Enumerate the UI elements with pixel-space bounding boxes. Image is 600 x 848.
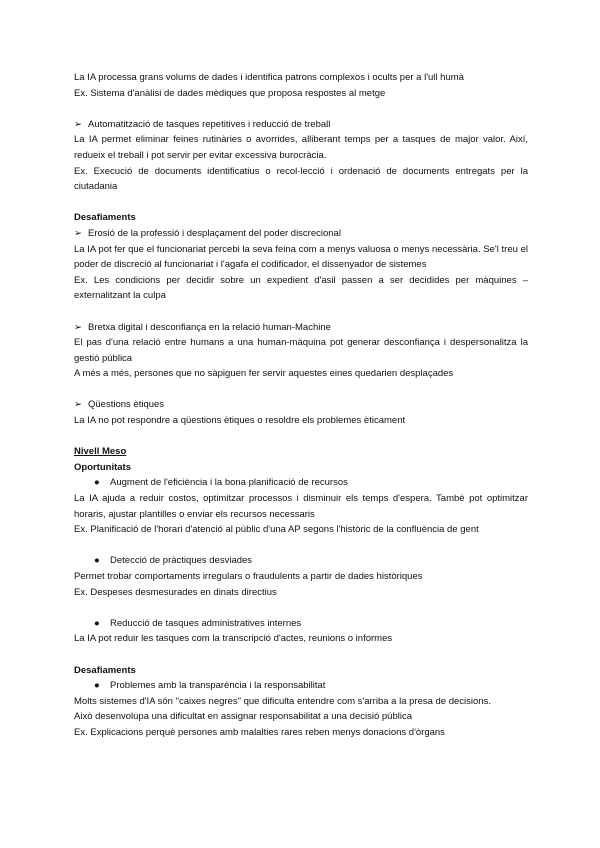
example-line: Ex. Despeses desmesurades en dinats directius xyxy=(74,586,277,598)
paragraph: Molts sistemes d'IA són "caixes negres" que dificulta entendre com s'arriba a la presa de decisions. xyxy=(74,695,491,707)
paragraph: El pas d'una relació entre humans a una human-màquina pot generar desconfiança i despersonalitza la gestió pública xyxy=(74,337,528,364)
paragraph: La IA permet eliminar feines rutinàries o avorrides, alliberant temps per a tasques de major valor. Així, redueix el treball i pot servir per evitar excessiva burocràcia. xyxy=(74,134,528,161)
section-heading: Desafiaments xyxy=(74,664,136,676)
arrow-heading: ➢ Bretxa digital i desconfiança en la relació human-Machine xyxy=(74,320,528,336)
example-line: Ex. Sistema d'anàlisi de dades mèdiques que proposa respostes al metge xyxy=(74,87,386,99)
example-line: Ex. Planificació de l'horari d'atenció al públic d'una AP segons l'històric de la confluència de gent xyxy=(74,524,479,536)
bullet-heading: ● Reducció de tasques administratives internes xyxy=(74,616,528,632)
paragraph: La IA pot reduir les tasques com la transcripció d'actes, reunions o informes xyxy=(74,633,393,645)
arrow-heading: ➢ Automatització de tasques repetitives i reducció de treball xyxy=(74,117,528,133)
arrow-heading: ➢ Erosió de la professió i desplaçament del poder discrecional xyxy=(74,226,528,242)
example-line: Ex. Execució de documents identificatius o recol·lecció i ordenació de documents entregats per la ciutadania xyxy=(74,165,528,193)
arrow-heading: ➢ Qüestions ètiques xyxy=(74,397,528,413)
bullet-icon: ● xyxy=(94,477,100,489)
example-line: Ex. Les condicions per decidir sobre un expedient d'asil passen a ser decidides per màquines – externalitzant la culpa xyxy=(74,274,528,302)
section-heading: Desafiaments xyxy=(74,212,136,224)
bullet-heading: ● Augment de l'eficiència i la bona planificació de recursos xyxy=(74,475,528,491)
paragraph: Això desenvolupa una dificultat en assignar responsabilitat a una decisió pública xyxy=(74,711,412,723)
arrow-icon: ➢ xyxy=(74,227,82,239)
paragraph: La IA ajuda a reduir costos, optimitzar processos i disminuir els temps d'espera. També pot optimitzar horaris, ajustar plantilles o enviar els recursos necessaris xyxy=(74,493,528,520)
paragraph: La IA processa grans volums de dades i identifica patrons complexos i ocults per a l'ull humà xyxy=(74,72,464,83)
paragraph: La IA pot fer que el funcionariat percebi la seva feina com a menys valuosa o menys necessària. Se'l treu el poder de discreció al funcionariat i l'agafa el codificador, el dissenyador de sistemes xyxy=(74,243,528,271)
paragraph: La IA no pot respondre a qüestions ètiques o resoldre els problemes èticament xyxy=(74,415,406,427)
bullet-heading: ● Problemes amb la transparència i la responsabilitat xyxy=(74,678,528,694)
bullet-heading: ● Detecció de pràctiques desviades xyxy=(74,553,528,569)
section-title: Nivell Meso xyxy=(74,446,127,458)
arrow-icon: ➢ xyxy=(74,321,82,333)
document-page xyxy=(74,70,528,741)
arrow-icon: ➢ xyxy=(74,118,82,130)
section-heading: Oportunitats xyxy=(74,461,131,473)
arrow-icon: ➢ xyxy=(74,399,82,411)
bullet-icon: ● xyxy=(94,680,100,692)
paragraph: Permet trobar comportaments irregulars o fraudulents a partir de dades històriques xyxy=(74,571,423,582)
example-line: Ex. Explicacions perquè persones amb malalties rares reben menys donacions d'òrgans xyxy=(74,726,445,738)
bullet-icon: ● xyxy=(94,555,100,567)
paragraph: A més a més, persones que no sàpiguen fer servir aquestes eines quedarien desplaçades xyxy=(74,368,454,380)
bullet-icon: ● xyxy=(94,617,100,629)
